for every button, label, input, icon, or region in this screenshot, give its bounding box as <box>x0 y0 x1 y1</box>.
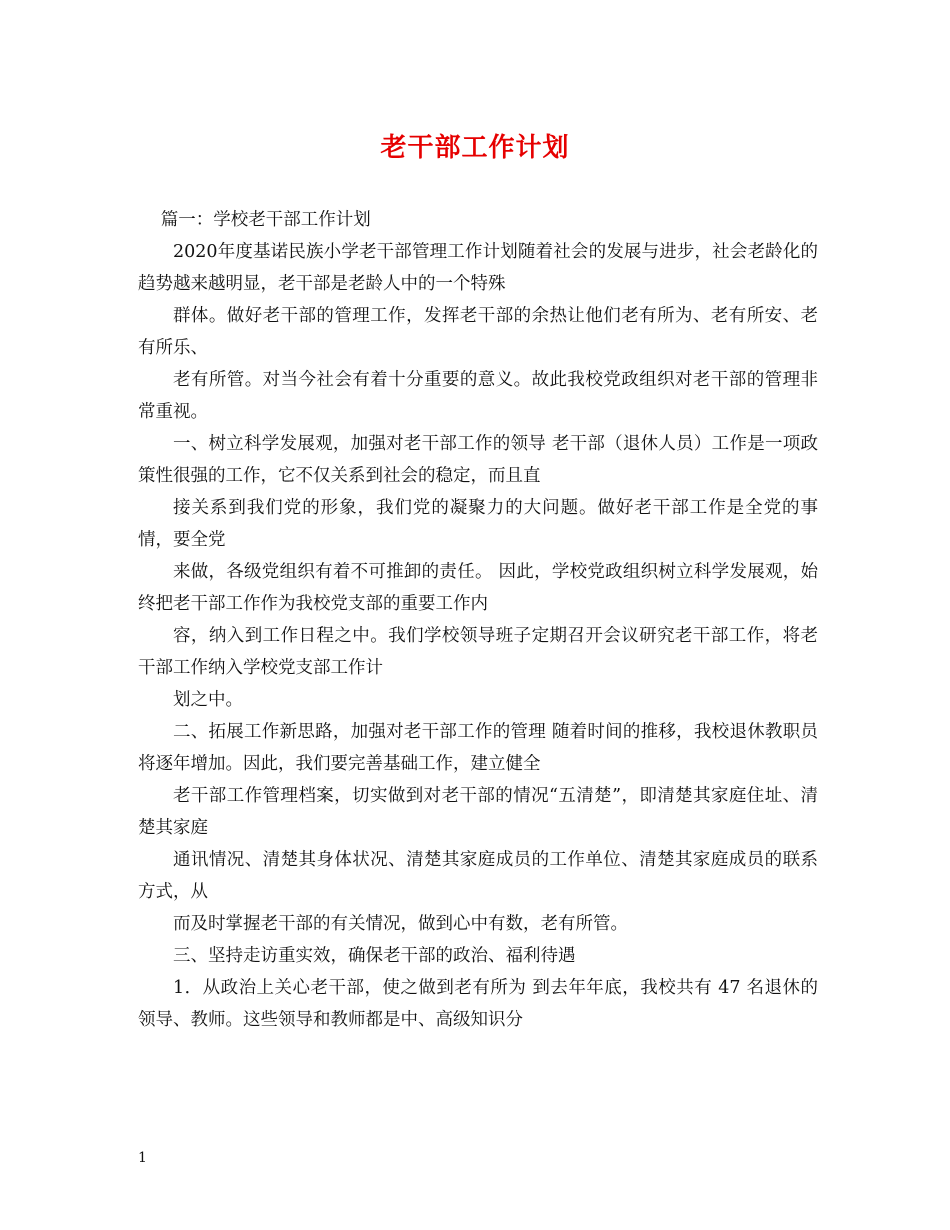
paragraph: 而及时掌握老干部的有关情况，做到心中有数，老有所管。 <box>173 914 628 934</box>
paragraph: 1．从政治上关心老干部，使之做到老有所为 到去年年底，我校共有 47 名退休的领导、教师。这些领导和教师都是中、高级知识分 <box>138 978 818 1030</box>
paragraph: 一、树立科学发展观，加强对老干部工作的领导 老干部（退休人员）工作是一项政策性很强的工作，它不仅关系到社会的稳定，而且直 <box>138 434 818 486</box>
paragraph: 来做，各级党组织有着不可推卸的责任。 因此，学校党政组织树立科学发展观，始终把老干部工作作为我校党支部的重要工作内 <box>138 562 818 614</box>
paragraph: 老干部工作管理档案，切实做到对老干部的情况“五清楚”，即清楚其家庭住址、清楚其家庭 <box>138 786 818 838</box>
paragraph: 二、拓展工作新思路，加强对老干部工作的管理 随着时间的推移，我校退休教职员将逐年增加。因此，我们要完善基础工作，建立健全 <box>138 722 818 774</box>
document-body <box>138 204 818 1036</box>
paragraph: 群体。做好老干部的管理工作，发挥老干部的余热让他们老有所为、老有所安、老有所乐、 <box>138 306 818 358</box>
paragraph: 容，纳入到工作日程之中。我们学校领导班子定期召开会议研究老干部工作，将老干部工作纳入学校党支部工作计 <box>138 626 818 678</box>
paragraph: 2020年度基诺民族小学老干部管理工作计划随着社会的发展与进步，社会老龄化的趋势越来越明显，老干部是老龄人中的一个特殊 <box>138 242 818 294</box>
paragraph: 接关系到我们党的形象，我们党的凝聚力的大问题。做好老干部工作是全党的事情，要全党 <box>138 498 818 550</box>
section-heading: 篇一：学校老干部工作计划 <box>160 210 371 230</box>
paragraph: 通讯情况、清楚其身体状况、清楚其家庭成员的工作单位、清楚其家庭成员的联系方式，从 <box>138 850 818 902</box>
paragraph: 三、坚持走访重实效，确保老干部的政治、福利待遇 <box>173 946 576 966</box>
document-title: 老干部工作计划 <box>380 133 570 163</box>
page-number: 1 <box>138 1150 147 1166</box>
paragraph: 老有所管。对当今社会有着十分重要的意义。故此我校党政组织对老干部的管理非常重视。 <box>138 370 818 422</box>
paragraph: 划之中。 <box>173 690 243 710</box>
